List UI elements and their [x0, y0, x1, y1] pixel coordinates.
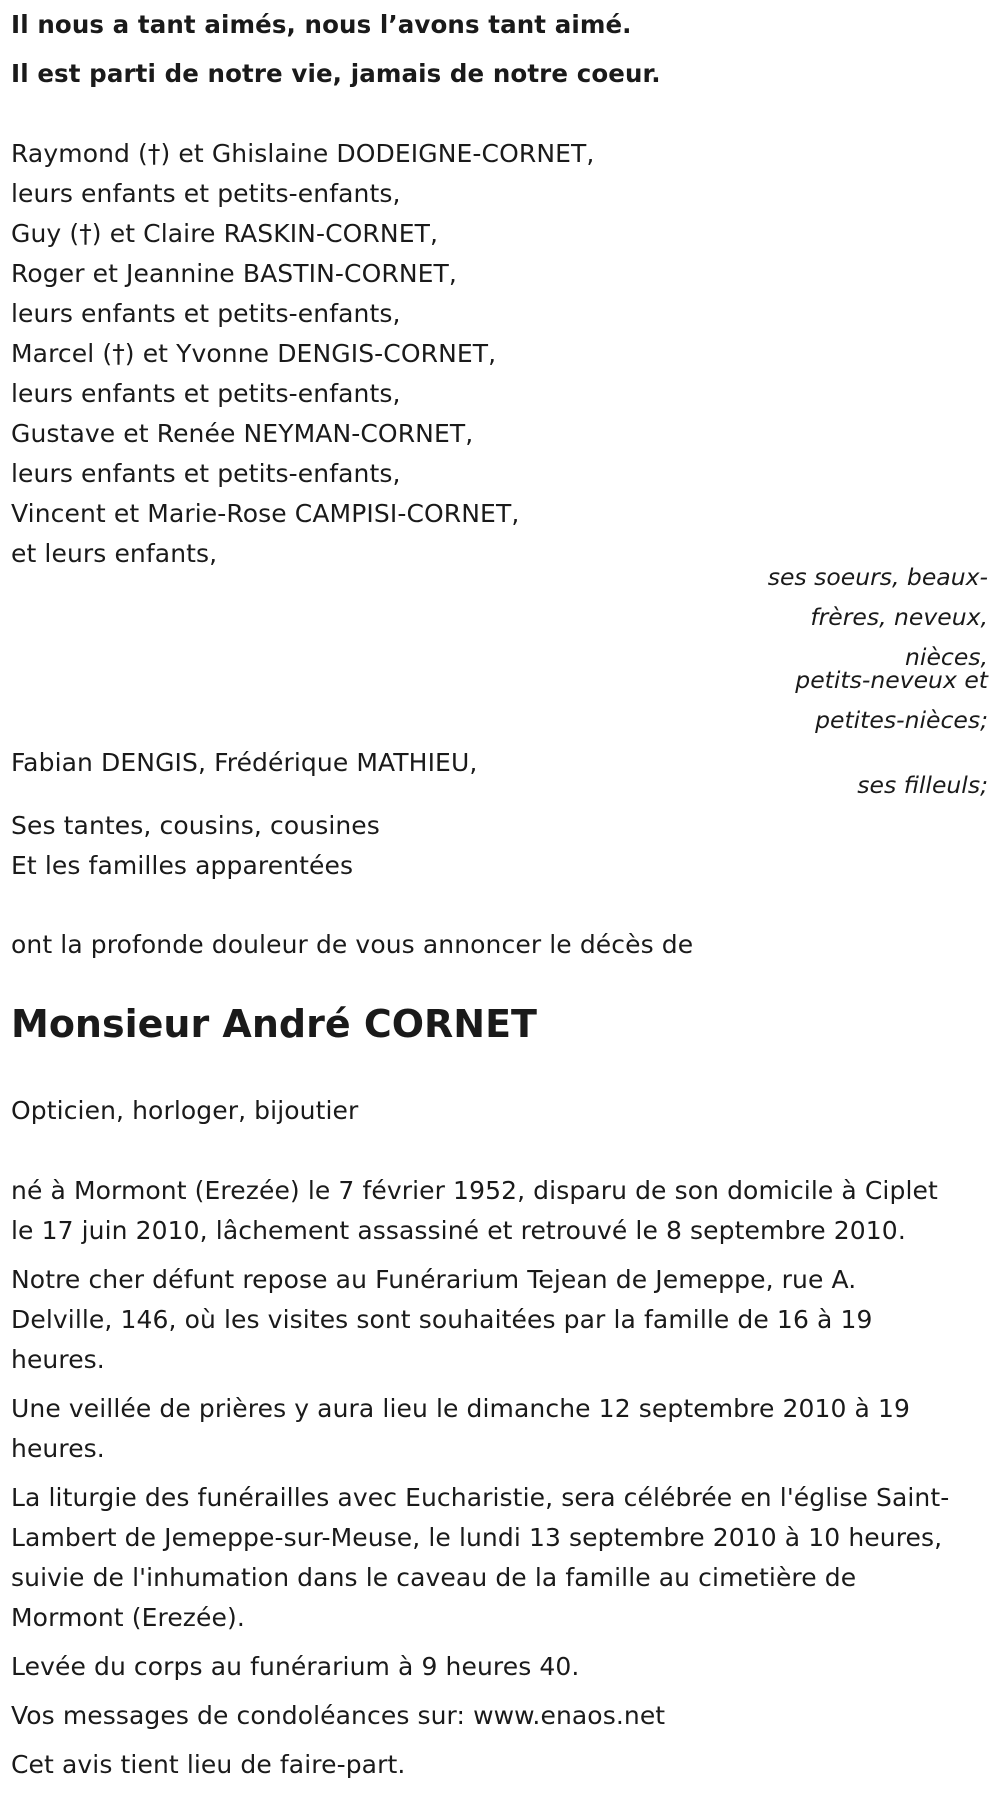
liturgy-line: Mormont (Erezée). — [11, 1603, 245, 1632]
birth-disappearance-line: le 17 juin 2010, lâchement assassiné et retrouvé le 8 septembre 2010. — [11, 1216, 906, 1245]
birth-disappearance-line: né à Mormont (Erezée) le 7 février 1952, disparu de son domicile à Ciplet — [11, 1176, 938, 1205]
funerarium-line: Notre cher défunt repose au Funérarium Tejean de Jemeppe, rue A. — [11, 1265, 857, 1294]
family-line: Gustave et Renée NEYMAN-CORNET, — [11, 419, 474, 448]
family-role: ses soeurs, beaux- — [767, 563, 988, 591]
vigil-line: Une veillée de prières y aura lieu le dimanche 12 septembre 2010 à 19 — [11, 1394, 911, 1423]
family-role: nièces, — [905, 643, 988, 671]
funerarium-line: Delville, 146, où les visites sont souhaitées par la famille de 16 à 19 — [11, 1305, 873, 1334]
relatives-line-2: Et les familles apparentées — [11, 851, 354, 880]
vigil-line: heures. — [11, 1434, 105, 1463]
family-line: leurs enfants et petits-enfants, — [11, 299, 401, 328]
family-line: Vincent et Marie-Rose CAMPISI-CORNET, — [11, 499, 520, 528]
liturgy-line: Lambert de Jemeppe-sur-Meuse, le lundi 13 septembre 2010 à 10 heures, — [11, 1523, 943, 1552]
announcement-text: ont la profonde douleur de vous annoncer le décès de — [11, 930, 694, 959]
epitaph-line-2: Il est parti de notre vie, jamais de notre coeur. — [11, 59, 661, 88]
family-line: Raymond (†) et Ghislaine DODEIGNE-CORNET, — [11, 139, 595, 168]
condolences-line: Vos messages de condoléances sur: www.enaos.net — [11, 1701, 666, 1730]
epitaph-line-1: Il nous a tant aimés, nous l’avons tant aimé. — [11, 10, 632, 39]
deceased-name: Monsieur André CORNET — [11, 1002, 537, 1046]
notice-line: Cet avis tient lieu de faire-part. — [11, 1750, 406, 1779]
family-role: frères, neveux, — [810, 603, 988, 631]
liturgy-line: La liturgie des funérailles avec Eucharistie, sera célébrée en l'église Saint- — [11, 1483, 950, 1512]
body-removal-line: Levée du corps au funérarium à 9 heures 40. — [11, 1652, 580, 1681]
liturgy-line: suivie de l'inhumation dans le caveau de la famille au cimetière de — [11, 1563, 857, 1592]
family-line: Roger et Jeannine BASTIN-CORNET, — [11, 259, 457, 288]
family-line: leurs enfants et petits-enfants, — [11, 179, 401, 208]
relatives-line-1: Ses tantes, cousins, cousines — [11, 811, 380, 840]
deceased-profession: Opticien, horloger, bijoutier — [11, 1096, 359, 1125]
family-role: petits-neveux et — [795, 666, 988, 694]
godchildren-names: Fabian DENGIS, Frédérique MATHIEU, — [11, 748, 478, 777]
family-role: petites-nièces; — [815, 706, 988, 734]
funerarium-line: heures. — [11, 1345, 105, 1374]
family-line: Marcel (†) et Yvonne DENGIS-CORNET, — [11, 339, 497, 368]
godchildren-role: ses filleuls; — [857, 771, 988, 799]
family-line: leurs enfants et petits-enfants, — [11, 459, 401, 488]
family-line: et leurs enfants, — [11, 539, 218, 568]
family-line: Guy (†) et Claire RASKIN-CORNET, — [11, 219, 439, 248]
family-line: leurs enfants et petits-enfants, — [11, 379, 401, 408]
